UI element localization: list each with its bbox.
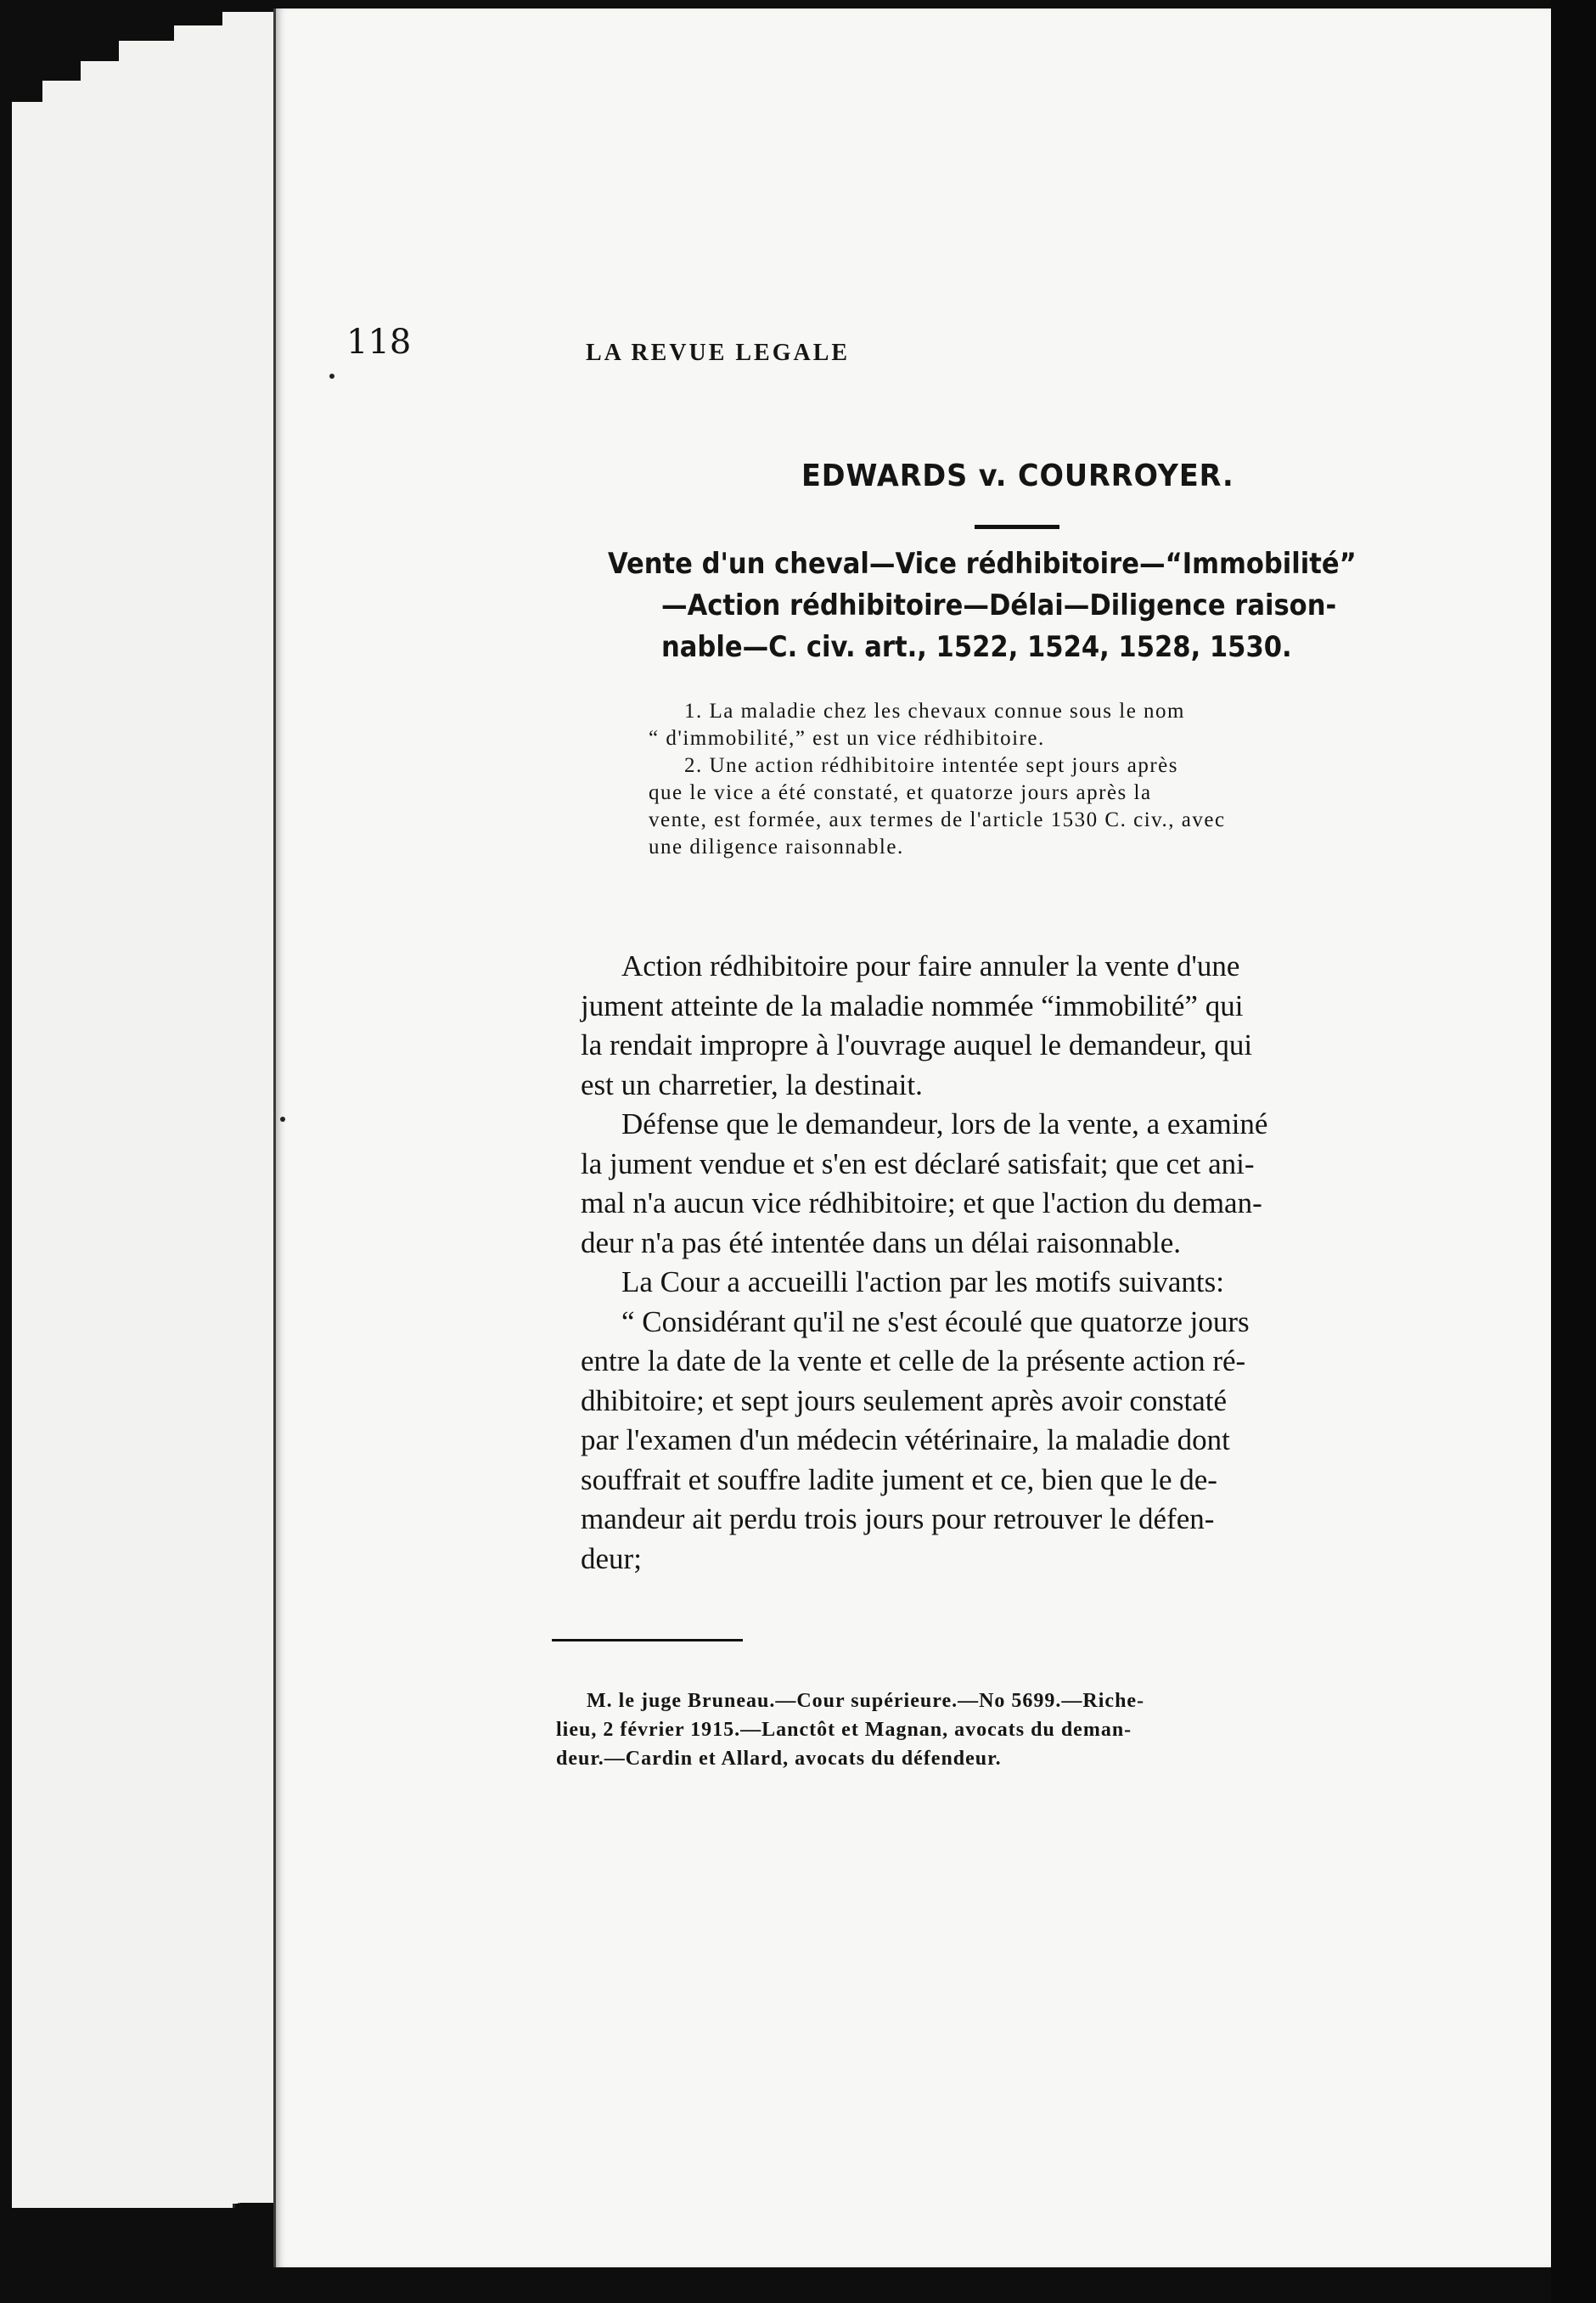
- body-line: entre la date de la vente et celle de la présente action ré-: [581, 1344, 1246, 1377]
- scan-speck: [329, 374, 334, 379]
- body-line: mal n'a aucun vice rédhibitoire; et que l'action du deman-: [581, 1186, 1262, 1219]
- scan-border: [1551, 0, 1596, 2303]
- body-line: la rendait impropre à l'ouvrage auquel le demandeur, qui: [581, 1028, 1253, 1061]
- title-divider: [975, 525, 1059, 529]
- holding-line: “ d'immobilité,” est un vice rédhibitoire.: [649, 727, 1045, 750]
- holding-line: 1. La maladie chez les chevaux connue sous le nom: [684, 700, 1185, 723]
- footnote: [556, 1686, 1405, 1773]
- body-line: la jument vendue et s'en est déclaré satisfait; que cet ani-: [581, 1146, 1255, 1180]
- holding-line: 2. Une action rédhibitoire intentée sept jours après: [684, 754, 1179, 777]
- running-head: LA REVUE LEGALE: [586, 340, 851, 366]
- footnote-divider: [552, 1639, 743, 1641]
- holding-line: une diligence raisonnable.: [649, 836, 904, 859]
- scan-speck: [280, 1117, 285, 1122]
- case-title: EDWARDS v. COURROYER.: [801, 459, 1234, 493]
- body-line: deur;: [581, 1541, 642, 1575]
- body-line: jument atteinte de la maladie nommée “immobilité” qui: [581, 988, 1244, 1022]
- footnote-line: lieu, 2 février 1915.—Lanctôt et Magnan, avocats du deman-: [556, 1719, 1132, 1741]
- body-line: “ Considérant qu'il ne s'est écoulé que quatorze jours: [621, 1304, 1250, 1338]
- body-line: Action rédhibitoire pour faire annuler la vente d'une: [621, 949, 1240, 983]
- footnote-line: deur.—Cardin et Allard, avocats du défendeur.: [556, 1748, 1002, 1770]
- holdings: [649, 698, 1413, 861]
- body-line: La Cour a accueilli l'action par les motifs suivants:: [621, 1265, 1224, 1298]
- headnote-line: nable—C. civ. art., 1522, 1524, 1528, 1530.: [661, 630, 1292, 664]
- body-line: dhibitoire; et sept jours seulement après avoir constaté: [581, 1383, 1228, 1417]
- holding-line: que le vice a été constaté, et quatorze jours après la: [649, 781, 1152, 804]
- holding-line: vente, est formée, aux termes de l'article 1530 C. civ., avec: [649, 808, 1226, 831]
- body-text: [581, 947, 1421, 1579]
- headnote-line: —Action rédhibitoire—Délai—Diligence raison-: [661, 588, 1337, 622]
- body-line: mandeur ait perdu trois jours pour retrouver le défen-: [581, 1502, 1215, 1535]
- page-number: 118: [346, 323, 412, 362]
- body-line: est un charretier, la destinait.: [581, 1067, 923, 1101]
- body-line: par l'examen d'un médecin vétérinaire, la maladie dont: [581, 1423, 1230, 1456]
- body-line: Défense que le demandeur, lors de la vente, a examiné: [621, 1107, 1268, 1140]
- headnote: [608, 543, 1357, 668]
- headnote-line: Vente d'un cheval—Vice rédhibitoire—“Immobilité”: [608, 547, 1357, 581]
- body-line: souffrait et souffre ladite jument et ce, bien que le de-: [581, 1462, 1217, 1496]
- footnote-line: M. le juge Bruneau.—Cour supérieure.—No 5699.—Riche-: [587, 1690, 1145, 1712]
- body-line: deur n'a pas été intentée dans un délai raisonnable.: [581, 1225, 1182, 1259]
